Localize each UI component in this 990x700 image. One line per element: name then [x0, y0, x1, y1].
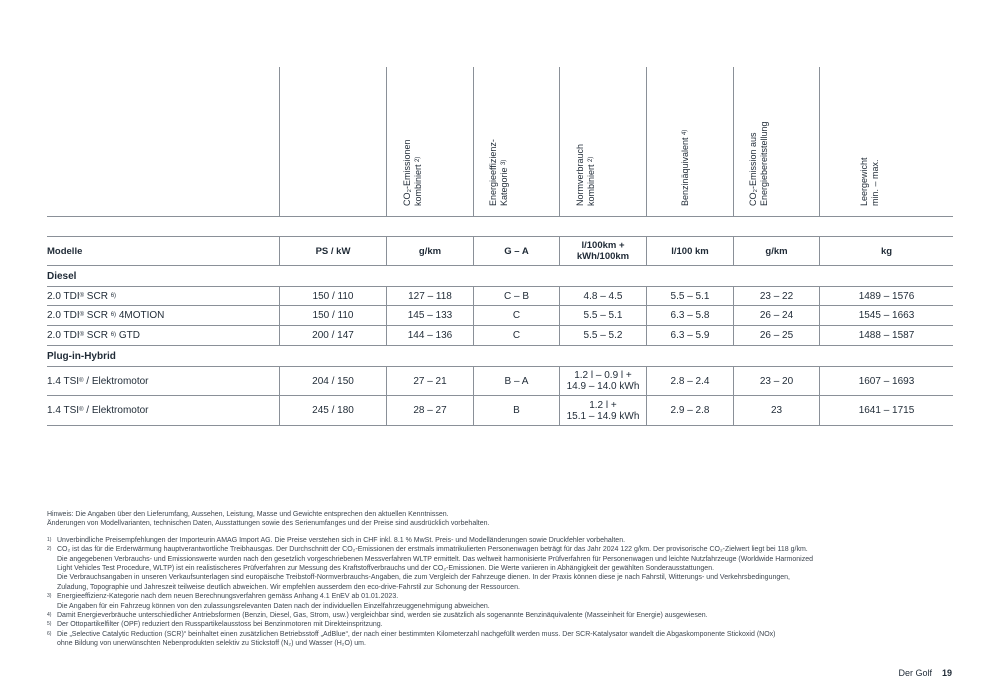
norm-value: 4.8 – 4.5 [559, 287, 646, 305]
units-weight: kg [819, 237, 953, 265]
weight-value: 1641 – 1715 [819, 396, 953, 425]
norm-value: 5.5 – 5.1 [559, 306, 646, 325]
footnote: 2) CO₂ ist das für die Erderwärmung hauptverantwortliche Treibhausgas. Der Durchschnitt der CO₂-Emissionen der erstmals immatrikulierten Personenwagen beträgt für das Jahr 2024 122 g/km. Der provisorische CO₂-Zielwert liegt bei 118 g/km. Die angegebenen Verbrauchs- und Emissionswerte wurden nach den gesetzlich vorgeschriebenen Messverfahren WLTP ermittelt. Das weltweit harmonisierte Prüfverfahren für Personenwagen und leichte Nutzfahrzeuge (Worldwide Harmonized Light Vehicles Test Procedure, WLTP) ist ein realistischeres Prüfverfahren zur Messung des Kraftstoffverbrauchs und der CO₂-Emissionen. Die Werte variieren in Abhängigkeit der gewählten Sonderausstattungen. Die Verbrauchsangaben in unseren Verkaufsunterlagen sind europäische Treibstoff-Normverbrauchs-Angaben, die zum Vergleich der Fahrzeuge dienen. In der Praxis können diese je nach Fahrstil, Witterungs- und Verkehrsbedingungen, Zuladung, Topographie und Jahreszeit teilweise deutlich abweichen. Wir empfehlen ausserdem den eco-drive-Fahrstil zur Schonung der Ressourcen. [47, 546, 813, 591]
footnote: 6) Die „Selective Catalytic Reduction (SCR)“ beinhaltet einen zusätzlichen Betriebsstoff „AdBlue“, der nach einer bestimmten Kilometerzahl nachgefüllt werden muss. Der SCR-Katalysator wandelt die Abgaskomponente Stickoxid (NOx) ohne Bildung von unerwünschten Nebenprodukten selektiv zu Stickstoff (N₂) und Wasser (H₂O) um. [47, 630, 776, 648]
efficiency-value: C – B [473, 287, 559, 305]
units-power: PS / kW [279, 237, 386, 265]
co2-value: 27 – 21 [386, 367, 473, 395]
power-value: 150 / 110 [279, 287, 386, 305]
model-name: 2.0 TDI® SCR $^{6)}$ [47, 290, 117, 302]
supply-value: 26 – 25 [733, 326, 819, 345]
footnote: 4) Damit Energieverbräuche unterschiedlicher Antriebsformen (Benzin, Diesel, Gas, Strom, usw.) vergleichbar sind, werden sie zusätzlich als sogenannte Benzinäquivalente (Masseinheit für Energie) ausgewiesen. [47, 612, 708, 620]
table-row [47, 306, 953, 326]
hint-line: Hinweis: Die Angaben über den Lieferumfang, Aussehen, Leistung, Masse und Gewichte entsprechen den aktuellen Kenntnissen. [47, 511, 449, 518]
rotated-column-header: CO₂-Emissionen kombiniert $^{2)}$ Energieeffizienz- Kategorie $^{3)}$ Normverbrauch kombiniert $^{2)}$ Benzinäquivalent $^{4)}$ CO₂-Emission aus Energiebereitstellung Leergewicht min. – max. [47, 67, 953, 217]
petrol-value: 2.9 – 2.8 [646, 396, 733, 425]
weight-value: 1489 – 1576 [819, 287, 953, 305]
table-row [47, 366, 953, 396]
model-name: 1.4 TSI® / Elektromotor [47, 405, 149, 416]
section-diesel: Diesel [47, 271, 77, 282]
footnote: 3) Energieeffizienz-Kategorie nach dem neuen Berechnungsverfahren gemäss Anhang 4.1 EnEV ab 01.01.2023. Die Angaben für ein Fahrzeug können von den zulassungsrelevanten Daten nach der individuellen Einzelfahrzeuggenehmigung abweichen. [47, 593, 490, 610]
page-number: 19 [941, 668, 952, 678]
norm-value: 1.2 l + 15.1 – 14.9 kWh [559, 396, 646, 425]
units-co2: g/km [386, 237, 473, 265]
units-norm: l/100km + kWh/100km [559, 237, 646, 265]
hint-line: Änderungen von Modellvarianten, technischen Daten, Ausstattungen sowie des Serienumfanges und der Preise sind ausdrücklich vorbehalten. [47, 520, 490, 528]
power-value: 204 / 150 [279, 367, 386, 395]
power-value: 245 / 180 [279, 396, 386, 425]
petrol-value: 2.8 – 2.4 [646, 367, 733, 395]
petrol-value: 6.3 – 5.8 [646, 306, 733, 325]
units-models: Modelle [47, 245, 83, 257]
model-name: 1.4 TSI® / Elektromotor [47, 375, 149, 387]
weight-value: 1545 – 1663 [819, 306, 953, 325]
footer-label: Der Golf [898, 668, 932, 678]
co2-value: 28 – 27 [386, 396, 473, 425]
petrol-value: 5.5 – 5.1 [646, 287, 733, 305]
units-petrol: l/100 km [646, 237, 733, 265]
footnote: 5) Der Ottopartikelfilter (OPF) reduziert den Russpartikelausstoss bei Benzinmotoren mit Direkteinspritzung. [47, 621, 383, 629]
notes-block [47, 510, 927, 649]
norm-value: 5.5 – 5.2 [559, 326, 646, 345]
supply-value: 26 – 24 [733, 306, 819, 325]
co2-value: 144 – 136 [386, 326, 473, 345]
model-name: 2.0 TDI® SCR $^{6)}$ 4MOTION [47, 310, 165, 321]
footnote: 1) Unverbindliche Preisempfehlungen der Importeurin AMAG Import AG. Die Preise verstehen sich in CHF inkl. 8.1 % MwSt. Preis- und Modelländerungen sowie Druckfehler vorbehalten. [47, 536, 626, 544]
efficiency-value: B [473, 396, 559, 425]
power-value: 150 / 110 [279, 306, 386, 325]
efficiency-value: C [473, 326, 559, 345]
power-value: 200 / 147 [279, 326, 386, 345]
units-supply: g/km [733, 237, 819, 265]
table-row [47, 396, 953, 426]
supply-value: 23 [733, 396, 819, 425]
weight-value: 1607 – 1693 [819, 367, 953, 395]
table-row [47, 286, 953, 306]
section-plug-in-hybrid: Plug-in-Hybrid [47, 351, 116, 362]
co2-value: 145 – 133 [386, 306, 473, 325]
table-row [47, 326, 953, 346]
efficiency-value: B – A [473, 367, 559, 395]
petrol-value: 6.3 – 5.9 [646, 326, 733, 345]
model-name: 2.0 TDI® SCR $^{6)}$ GTD [47, 330, 140, 341]
weight-value: 1488 – 1587 [819, 326, 953, 345]
norm-value: 1.2 l – 0.9 l + 14.9 – 14.0 kWh [559, 367, 646, 395]
efficiency-value: C [473, 306, 559, 325]
page-footer [898, 668, 952, 678]
units-row [47, 236, 953, 266]
co2-value: 127 – 118 [386, 287, 473, 305]
supply-value: 23 – 22 [733, 287, 819, 305]
supply-value: 23 – 20 [733, 367, 819, 395]
units-efficiency: G – A [473, 237, 559, 265]
